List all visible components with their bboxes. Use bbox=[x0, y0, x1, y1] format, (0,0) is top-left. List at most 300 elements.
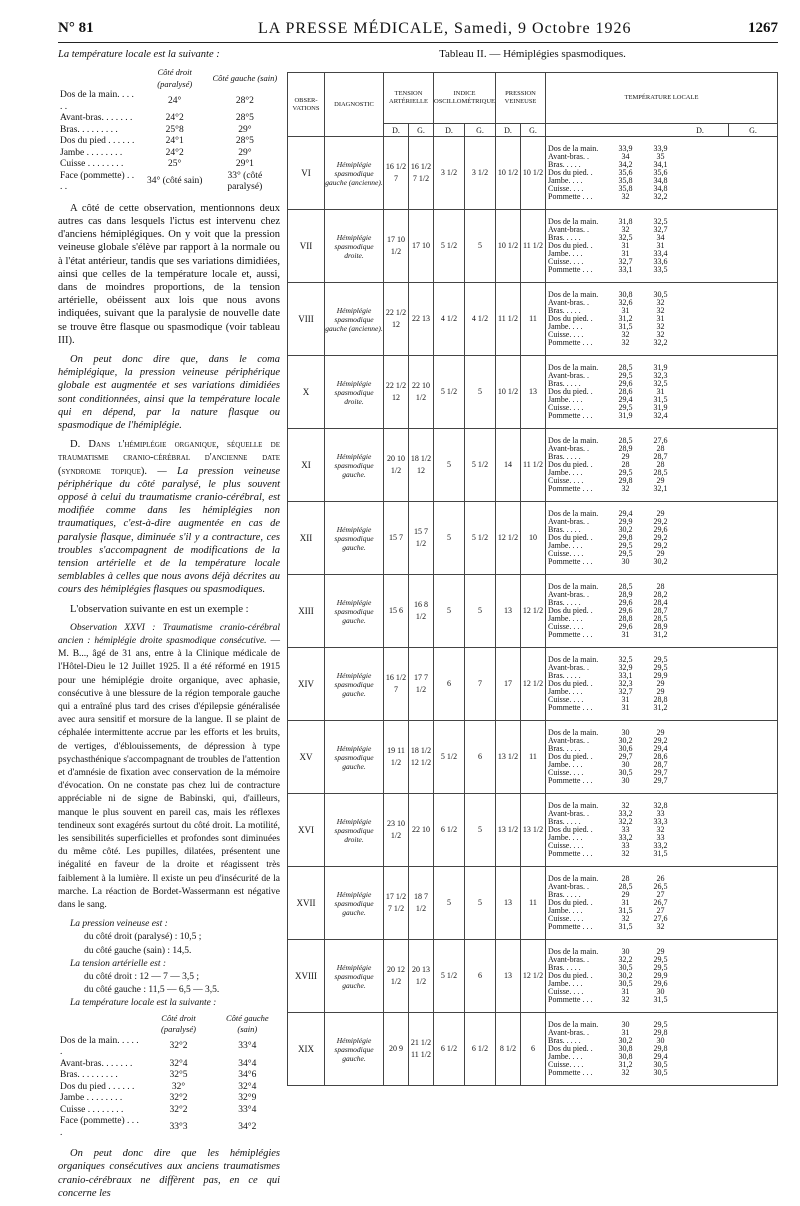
page-header bbox=[58, 18, 778, 40]
temp-d-value: 32,5 bbox=[618, 654, 633, 664]
pv-g-cell: 10 1/2 bbox=[521, 137, 546, 210]
temp-g-value: 33,2 bbox=[653, 841, 668, 851]
sub-pv-d: D. bbox=[496, 124, 521, 137]
temp-g-value: 30 bbox=[656, 1035, 665, 1045]
ta-d-cell: 16 1/2 7 bbox=[384, 648, 409, 721]
temp-site-label: Cuisse . . . . . . . . bbox=[60, 159, 124, 170]
temp-d-value: 30,5 bbox=[618, 979, 633, 989]
site-label: Dos de la main. bbox=[548, 582, 599, 591]
temp-g-value: 29,9 bbox=[653, 970, 668, 980]
diagnosis-cell: Hémiplégie spasmodique gauche. bbox=[325, 502, 384, 575]
temp-g-value: 34 bbox=[656, 232, 665, 242]
temp-g-value: 31,5 bbox=[653, 995, 668, 1005]
temp-d-value: 29,4 bbox=[618, 395, 633, 405]
temp1-row bbox=[58, 148, 280, 160]
temp-d-value: 31 bbox=[621, 703, 630, 713]
site-label: Jambe. . . . bbox=[548, 980, 583, 989]
temp-d-value: 28,5 bbox=[618, 881, 633, 891]
diagnosis-cell: Hémiplégie spasmodique gauche. bbox=[325, 721, 384, 794]
temp-right-value: 32°2 bbox=[169, 1093, 188, 1104]
site-label: Jambe. . . . bbox=[548, 177, 583, 186]
site-label: Bras. . . . . bbox=[548, 160, 581, 169]
temp2-row bbox=[58, 1070, 280, 1082]
site-label: Bras. . . . . bbox=[548, 452, 581, 461]
temp-g-value: 30,5 bbox=[653, 289, 668, 299]
ta-d-cell: 20 12 1/2 bbox=[384, 940, 409, 1013]
temp-right-value: 24°2 bbox=[165, 113, 184, 124]
site-label: Dos de la main. bbox=[548, 436, 599, 445]
pv-g-cell: 12 1/2 bbox=[521, 648, 546, 721]
page-number: 1267 bbox=[748, 20, 778, 36]
sub-io-g: G. bbox=[465, 124, 496, 137]
site-label: Cuisse. . . . bbox=[548, 331, 584, 340]
temp-d-value: 30 bbox=[621, 946, 630, 956]
site-label: Dos de la main. bbox=[548, 655, 599, 664]
site-label: Dos de la main. bbox=[548, 874, 599, 883]
temp-g-value: 29,5 bbox=[653, 654, 668, 664]
temp-g-value: 29,6 bbox=[653, 524, 668, 534]
temp-g-value: 28 bbox=[656, 443, 665, 453]
local-temperature-cell bbox=[546, 794, 778, 867]
temp-site-label: Avant-bras. . . . . . . bbox=[60, 113, 133, 124]
sub-io-d: D. bbox=[434, 124, 465, 137]
table-row bbox=[288, 940, 778, 1013]
temp-g-value: 31,9 bbox=[653, 403, 668, 413]
observation-number: XI bbox=[288, 429, 325, 502]
section-d-text: — La pression veineuse périphérique du côté paralysé, le plus souvent opposé à celui du traumatisme cranio-cérébral, est modifiée comme dans les hémiplégies non traumatiques, c'est-à-dire augmentée en cas de paralysie flasque, diminuée s'il y a contracture, ces troubles s'accompagnent de modifications de la tension artérielle et de la température locale semblables à celles que nous avons déjà décrites au cours des hémiplégies flasques ou spasmodiques. bbox=[58, 465, 281, 596]
temp-g-value: 33,6 bbox=[653, 257, 668, 267]
temp-d-value: 30,2 bbox=[618, 735, 633, 745]
ta-d-cell: 22 1/2 12 bbox=[384, 283, 409, 356]
site-label: Jambe. . . . bbox=[548, 542, 583, 551]
site-label: Pommette . . . bbox=[548, 850, 593, 859]
site-label: Cuisse. . . . bbox=[548, 185, 584, 194]
io-g-cell: 7 bbox=[465, 648, 496, 721]
site-label: Bras. . . . . bbox=[548, 598, 581, 607]
header-oscillometric-index: INDICE OSCILLOMÉTRIQUE bbox=[434, 73, 496, 124]
temp-g-value: 26,5 bbox=[653, 881, 668, 891]
pv-d-cell: 10 1/2 bbox=[496, 356, 521, 429]
ta-d-cell: 22 1/2 12 bbox=[384, 356, 409, 429]
table-row bbox=[288, 356, 778, 429]
temp-g-value: 32,8 bbox=[653, 800, 668, 810]
sub-ta-d: D. bbox=[384, 124, 409, 137]
temp-g-value: 32,2 bbox=[653, 338, 668, 348]
pv-d-cell: 13 1/2 bbox=[496, 794, 521, 867]
ta-d-cell: 19 11 1/2 bbox=[384, 721, 409, 794]
header-venous-pressure: PRESSION VEINEUSE bbox=[496, 73, 546, 124]
temp-d-value: 32,6 bbox=[618, 297, 633, 307]
spasmodic-hemiplegia-table bbox=[287, 72, 778, 1086]
temp-g-value: 29 bbox=[656, 687, 665, 697]
local-temperature-cell bbox=[546, 575, 778, 648]
local-temperature-cell bbox=[546, 429, 778, 502]
temp-g-value: 28 bbox=[656, 581, 665, 591]
temp-left-value: 33°4 bbox=[238, 1041, 257, 1052]
ta-g-cell: 16 8 1/2 bbox=[409, 575, 434, 648]
temp-d-value: 32 bbox=[621, 224, 630, 234]
temperature-line bbox=[548, 266, 777, 274]
temperature-table-2 bbox=[58, 1013, 280, 1140]
io-d-cell: 5 bbox=[434, 429, 465, 502]
temp-d-value: 28,8 bbox=[618, 614, 633, 624]
temperature-line bbox=[548, 339, 777, 347]
io-d-cell: 3 1/2 bbox=[434, 137, 465, 210]
temp-d-value: 33,9 bbox=[618, 143, 633, 153]
header-diagnosis: DIAGNOSTIC bbox=[325, 73, 384, 137]
local-temperature-cell bbox=[546, 137, 778, 210]
io-d-cell: 6 bbox=[434, 648, 465, 721]
io-g-cell: 6 1/2 bbox=[465, 1013, 496, 1086]
temp1-row bbox=[58, 171, 280, 194]
temp-g-value: 32 bbox=[656, 922, 665, 932]
table-row bbox=[288, 210, 778, 283]
temp-left-value: 32°9 bbox=[238, 1093, 257, 1104]
temp-d-value: 31,2 bbox=[618, 1060, 633, 1070]
temp2-row bbox=[58, 1059, 280, 1071]
site-label: Bras. . . . . bbox=[548, 1036, 581, 1045]
ta-d-cell: 20 9 bbox=[384, 1013, 409, 1086]
col-left-header-2: Côté gauche (sain) bbox=[225, 1012, 269, 1035]
site-label: Dos du pied. . bbox=[548, 241, 593, 250]
temp-g-value: 33 bbox=[656, 808, 665, 818]
temp-g-value: 31 bbox=[656, 386, 665, 396]
temp-g-value: 28 bbox=[656, 459, 665, 469]
issue-number: N° 81 bbox=[58, 20, 94, 36]
site-label: Dos du pied. . bbox=[548, 752, 593, 761]
ta-g-cell: 15 7 1/2 bbox=[409, 502, 434, 575]
site-label: Dos de la main. bbox=[548, 1020, 599, 1029]
site-label: Dos du pied. . bbox=[548, 679, 593, 688]
temp-g-value: 32 bbox=[656, 824, 665, 834]
temp-g-value: 28,6 bbox=[653, 751, 668, 761]
site-label: Pommette . . . bbox=[548, 631, 593, 640]
site-label: Pommette . . . bbox=[548, 485, 593, 494]
io-d-cell: 6 1/2 bbox=[434, 794, 465, 867]
temp-g-value: 29,5 bbox=[653, 954, 668, 964]
site-label: Cuisse. . . . bbox=[548, 915, 584, 924]
site-label: Cuisse. . . . bbox=[548, 1061, 584, 1070]
observation-number: XVIII bbox=[288, 940, 325, 1013]
temp2-row bbox=[58, 1093, 280, 1105]
site-label: Pommette . . . bbox=[548, 558, 593, 567]
table-row bbox=[288, 283, 778, 356]
temp-site-label: Bras. . . . . . . . . bbox=[60, 1070, 118, 1081]
site-label: Dos de la main. bbox=[548, 947, 599, 956]
temp-site-label: Dos du pied . . . . . . bbox=[60, 1081, 135, 1092]
left-column bbox=[58, 48, 280, 1206]
diagnosis-cell: Hémiplégie spasmodique gauche. bbox=[325, 1013, 384, 1086]
temp-d-value: 30 bbox=[621, 1019, 630, 1029]
observation-number: XII bbox=[288, 502, 325, 575]
paragraph-2: On peut donc dire que, dans le coma hémiplégique, la pression veineuse périphérique globale est augmentée et ses variations dimidiées sont conditionnées, ainsi que la température locale qui en dépend, par la nature flasque ou spasmodique de l'hémiplégie. bbox=[58, 353, 280, 431]
temp-d-value: 30,2 bbox=[618, 1035, 633, 1045]
observation-number: XIV bbox=[288, 648, 325, 721]
temp-d-value: 35,6 bbox=[618, 167, 633, 177]
temperature-table-1 bbox=[58, 67, 280, 194]
site-label: Bras. . . . . bbox=[548, 525, 581, 534]
ta-right: du côté droit : 12 — 7 — 3,5 ; bbox=[84, 972, 200, 983]
observation-number: XV bbox=[288, 721, 325, 794]
observation-number: XVI bbox=[288, 794, 325, 867]
local-temperature-cell bbox=[546, 940, 778, 1013]
temp-right-value: 34° (côté sain) bbox=[146, 176, 203, 187]
site-label: Cuisse. . . . bbox=[548, 477, 584, 486]
temp2-row bbox=[58, 1116, 280, 1139]
site-label: Cuisse. . . . bbox=[548, 842, 584, 851]
site-label: Dos de la main. bbox=[548, 217, 599, 226]
site-label: Bras. . . . . bbox=[548, 963, 581, 972]
ta-d-cell: 15 6 bbox=[384, 575, 409, 648]
ta-g-cell: 16 1/2 7 1/2 bbox=[409, 137, 434, 210]
temp-g-value: 30 bbox=[656, 987, 665, 997]
temp-left-value: 29°1 bbox=[235, 159, 254, 170]
pv-g-cell: 13 1/2 bbox=[521, 794, 546, 867]
table-row bbox=[288, 721, 778, 794]
temp-d-value: 30,6 bbox=[618, 743, 633, 753]
io-d-cell: 4 1/2 bbox=[434, 283, 465, 356]
io-g-cell: 4 1/2 bbox=[465, 283, 496, 356]
io-d-cell: 5 1/2 bbox=[434, 356, 465, 429]
ta-d-cell: 15 7 bbox=[384, 502, 409, 575]
sub-temp-d: D. bbox=[546, 124, 729, 137]
temperature-line bbox=[548, 631, 777, 639]
pv-left: du côté gauche (sain) : 14,5. bbox=[84, 945, 192, 956]
temp-d-value: 29,6 bbox=[618, 605, 633, 615]
temp-d-value: 32,7 bbox=[618, 257, 633, 267]
site-label: Jambe. . . . bbox=[548, 615, 583, 624]
ta-g-cell: 22 10 1/2 bbox=[409, 356, 434, 429]
site-label: Dos de la main. bbox=[548, 363, 599, 372]
site-label: Avant-bras. . bbox=[548, 955, 589, 964]
header-arterial-tension: TENSION ARTÉRIELLE bbox=[384, 73, 434, 124]
table-row bbox=[288, 575, 778, 648]
site-label: Avant-bras. . bbox=[548, 225, 589, 234]
temp-g-value: 33,5 bbox=[653, 265, 668, 275]
site-label: Avant-bras. . bbox=[548, 663, 589, 672]
site-label: Cuisse. . . . bbox=[548, 769, 584, 778]
table-row bbox=[288, 794, 778, 867]
temp-g-value: 34,8 bbox=[653, 184, 668, 194]
site-label: Dos du pied. . bbox=[548, 533, 593, 542]
temp-left-value: 33° (côté paralysé) bbox=[227, 170, 263, 193]
temp-g-value: 33 bbox=[656, 833, 665, 843]
ta-g-cell: 21 1/2 11 1/2 bbox=[409, 1013, 434, 1086]
site-label: Jambe. . . . bbox=[548, 323, 583, 332]
io-g-cell: 3 1/2 bbox=[465, 137, 496, 210]
temp1-row bbox=[58, 136, 280, 148]
pv-d-cell: 14 bbox=[496, 429, 521, 502]
temp-g-value: 28,5 bbox=[653, 614, 668, 624]
observation-number: VI bbox=[288, 137, 325, 210]
table-ii-section bbox=[287, 48, 778, 1086]
observation-number: XIX bbox=[288, 1013, 325, 1086]
temp-d-value: 28 bbox=[621, 459, 630, 469]
temp-g-value: 29 bbox=[656, 946, 665, 956]
diagnosis-cell: Hémiplégie spasmodique droite. bbox=[325, 794, 384, 867]
site-label: Avant-bras. . bbox=[548, 444, 589, 453]
temp-site-label: Bras. . . . . . . . . bbox=[60, 124, 118, 135]
temp-d-value: 35,8 bbox=[618, 176, 633, 186]
temp-d-value: 31,9 bbox=[618, 411, 633, 421]
temp-g-value: 29,2 bbox=[653, 735, 668, 745]
temp-right-value: 32°5 bbox=[169, 1070, 188, 1081]
temp-g-value: 28,2 bbox=[653, 589, 668, 599]
site-label: Dos du pied. . bbox=[548, 460, 593, 469]
temp-g-value: 35 bbox=[656, 151, 665, 161]
temp-d-value: 29,5 bbox=[618, 403, 633, 413]
local-temperature-cell bbox=[546, 502, 778, 575]
temp-g-value: 29 bbox=[656, 508, 665, 518]
temp2-row bbox=[58, 1082, 280, 1094]
temp-g-value: 29,8 bbox=[653, 1027, 668, 1037]
header-local-temperature: TEMPÉRATURE LOCALE bbox=[546, 73, 778, 124]
temp-d-value: 29,5 bbox=[618, 468, 633, 478]
pv-g-cell: 11 bbox=[521, 721, 546, 794]
temp-d-value: 32,2 bbox=[618, 954, 633, 964]
ta-g-cell: 18 1/2 12 1/2 bbox=[409, 721, 434, 794]
local-temperature-cell bbox=[546, 210, 778, 283]
temp-d-value: 32 bbox=[621, 914, 630, 924]
pv-g-cell: 10 bbox=[521, 502, 546, 575]
observation-text: — M. B..., âgé de 31 ans, entre à la Clinique médicale de l'Hôtel-Dieu le 12 Juillet 1925. Il a été réformé en 1915 pour une hémiplégie droite organique, avec aphasie, consécutive à une blessure de la région temporale gauche qui a entraîné plus tard des crises d'épilepsie généralisée avec aura sensitif et morsure de la langue. Il se plaint de céphalée intermittente accrue par les efforts et les bruits, de vertiges, d'éblouissements, de dépression à type psychasthénique s'accompagnant de troubles de l'attention et d'amnésie de fixation avec conservation de la mémoire d'évocation. On ne constate pas chez lui de contracture appréciable ni de signe de Babinski, qui, d'ailleurs, manque le plus souvent en pareil cas, mais les réflexes tendineux sont exagérés surtout du côté droit. La motilité, les sensibilités superficielles et profondes sont diminuées du même côté. Les pupilles, dilatées, présentent une inégalité en faveur de la droite et réagissent très faiblement à la lumière. Il existe un peu d'insécurité de la marche. La réaction de Bordet-Wassermann est négative dans le sang. bbox=[58, 636, 280, 911]
temp-g-value: 28,9 bbox=[653, 622, 668, 632]
temp-site-label: Face (pommette) . . . . bbox=[60, 1116, 139, 1138]
site-label: Bras. . . . . bbox=[548, 233, 581, 242]
temp-d-value: 33,1 bbox=[618, 265, 633, 275]
temp-g-value: 30,5 bbox=[653, 1068, 668, 1078]
site-label: Pommette . . . bbox=[548, 1069, 593, 1078]
local-temperature-cell bbox=[546, 356, 778, 429]
site-label: Dos de la main. bbox=[548, 801, 599, 810]
io-g-cell: 5 bbox=[465, 210, 496, 283]
temp-g-value: 34,8 bbox=[653, 176, 668, 186]
temp-d-value: 30 bbox=[621, 776, 630, 786]
temp-d-value: 31 bbox=[621, 695, 630, 705]
site-label: Jambe. . . . bbox=[548, 469, 583, 478]
temp-d-value: 29,5 bbox=[618, 549, 633, 559]
col-right-header: Côté droit (paralysé) bbox=[157, 67, 193, 89]
sub-temp-g: G. bbox=[728, 124, 777, 137]
site-label: Cuisse. . . . bbox=[548, 404, 584, 413]
diagnosis-cell: Hémiplégie spasmodique gauche. bbox=[325, 648, 384, 721]
table-row bbox=[288, 137, 778, 210]
temp1-row bbox=[58, 90, 280, 113]
site-label: Pommette . . . bbox=[548, 193, 593, 202]
observation-number: VIII bbox=[288, 283, 325, 356]
temp1-row bbox=[58, 125, 280, 137]
temp-d-value: 32,2 bbox=[618, 816, 633, 826]
ta-g-cell: 22 10 bbox=[409, 794, 434, 867]
temp-g-value: 35,6 bbox=[653, 167, 668, 177]
temp-g-value: 29 bbox=[656, 678, 665, 688]
temp-right-value: 25° bbox=[168, 159, 182, 170]
temp-g-value: 32,5 bbox=[653, 216, 668, 226]
journal-title: LA PRESSE MÉDICALE, Samedi, 9 Octobre 1926 bbox=[258, 20, 632, 37]
diagnosis-cell: Hémiplégie spasmodique gauche. bbox=[325, 429, 384, 502]
temp-g-value: 28,5 bbox=[653, 468, 668, 478]
temp1-row bbox=[58, 159, 280, 171]
site-label: Dos du pied. . bbox=[548, 825, 593, 834]
temp-d-value: 29,6 bbox=[618, 622, 633, 632]
pv-d-cell: 13 bbox=[496, 575, 521, 648]
temp-d-value: 29,6 bbox=[618, 597, 633, 607]
temp-g-value: 28,4 bbox=[653, 597, 668, 607]
diagnosis-cell: Hémiplégie spasmodique gauche. bbox=[325, 575, 384, 648]
temp-g-value: 30,5 bbox=[653, 1060, 668, 1070]
ta-g-cell: 18 7 1/2 bbox=[409, 867, 434, 940]
io-d-cell: 5 bbox=[434, 867, 465, 940]
ta-title: La tension artérielle est : bbox=[70, 958, 167, 969]
temp-d-value: 33 bbox=[621, 824, 630, 834]
tl-title: La température locale est la suivante : bbox=[70, 998, 217, 1009]
ta-g-cell: 17 7 1/2 bbox=[409, 648, 434, 721]
site-label: Dos du pied. . bbox=[548, 168, 593, 177]
temp-right-value: 32°4 bbox=[169, 1058, 188, 1069]
temp-d-value: 31,5 bbox=[618, 322, 633, 332]
temp-left-value: 28°2 bbox=[235, 95, 254, 106]
temp-d-value: 30,8 bbox=[618, 1052, 633, 1062]
pv-d-cell: 12 1/2 bbox=[496, 502, 521, 575]
ta-left: du côté gauche : 11,5 — 6,5 — 3,5. bbox=[84, 985, 220, 996]
site-label: Avant-bras. . bbox=[548, 590, 589, 599]
temp-site-label: Cuisse . . . . . . . . bbox=[60, 1104, 124, 1115]
ta-d-cell: 16 1/2 7 bbox=[384, 137, 409, 210]
ta-d-cell: 17 1/2 7 1/2 bbox=[384, 867, 409, 940]
site-label: Dos du pied. . bbox=[548, 898, 593, 907]
temp-d-value: 30 bbox=[621, 727, 630, 737]
temperature-line bbox=[548, 1069, 777, 1077]
temp-d-value: 33 bbox=[621, 841, 630, 851]
pv-d-cell: 8 1/2 bbox=[496, 1013, 521, 1086]
temp1-row bbox=[58, 113, 280, 125]
temp-d-value: 29,4 bbox=[618, 508, 633, 518]
temp-left-value: 28°5 bbox=[235, 113, 254, 124]
site-label: Jambe. . . . bbox=[548, 396, 583, 405]
site-label: Dos de la main. bbox=[548, 290, 599, 299]
temp-g-value: 33,3 bbox=[653, 816, 668, 826]
temp-g-value: 29,7 bbox=[653, 776, 668, 786]
io-g-cell: 6 bbox=[465, 940, 496, 1013]
io-g-cell: 5 bbox=[465, 356, 496, 429]
col-left-header: Côté gauche (sain) bbox=[212, 72, 278, 83]
temp-g-value: 32 bbox=[656, 297, 665, 307]
local-temperature-cell bbox=[546, 1013, 778, 1086]
pv-d-cell: 13 bbox=[496, 867, 521, 940]
temp-d-value: 31 bbox=[621, 249, 630, 259]
temp-d-value: 29,7 bbox=[618, 751, 633, 761]
temp-g-value: 32,1 bbox=[653, 484, 668, 494]
temp-g-value: 27 bbox=[656, 889, 665, 899]
temp-g-value: 32,4 bbox=[653, 411, 668, 421]
temp-d-value: 28,9 bbox=[618, 589, 633, 599]
temp-g-value: 29,7 bbox=[653, 768, 668, 778]
temp-g-value: 31 bbox=[656, 240, 665, 250]
site-label: Cuisse. . . . bbox=[548, 623, 584, 632]
io-g-cell: 5 bbox=[465, 794, 496, 867]
temp-d-value: 33,1 bbox=[618, 670, 633, 680]
temp-d-value: 31,5 bbox=[618, 922, 633, 932]
site-label: Bras. . . . . bbox=[548, 379, 581, 388]
local-temperature-cell bbox=[546, 867, 778, 940]
temp-g-value: 27,6 bbox=[653, 914, 668, 924]
diagnosis-cell: Hémiplégie spasmodique droite. bbox=[325, 356, 384, 429]
temp-right-value: 24°1 bbox=[165, 136, 184, 147]
temp-g-value: 32 bbox=[656, 330, 665, 340]
site-label: Pommette . . . bbox=[548, 339, 593, 348]
temp-d-value: 32 bbox=[621, 484, 630, 494]
temp-d-value: 32 bbox=[621, 800, 630, 810]
